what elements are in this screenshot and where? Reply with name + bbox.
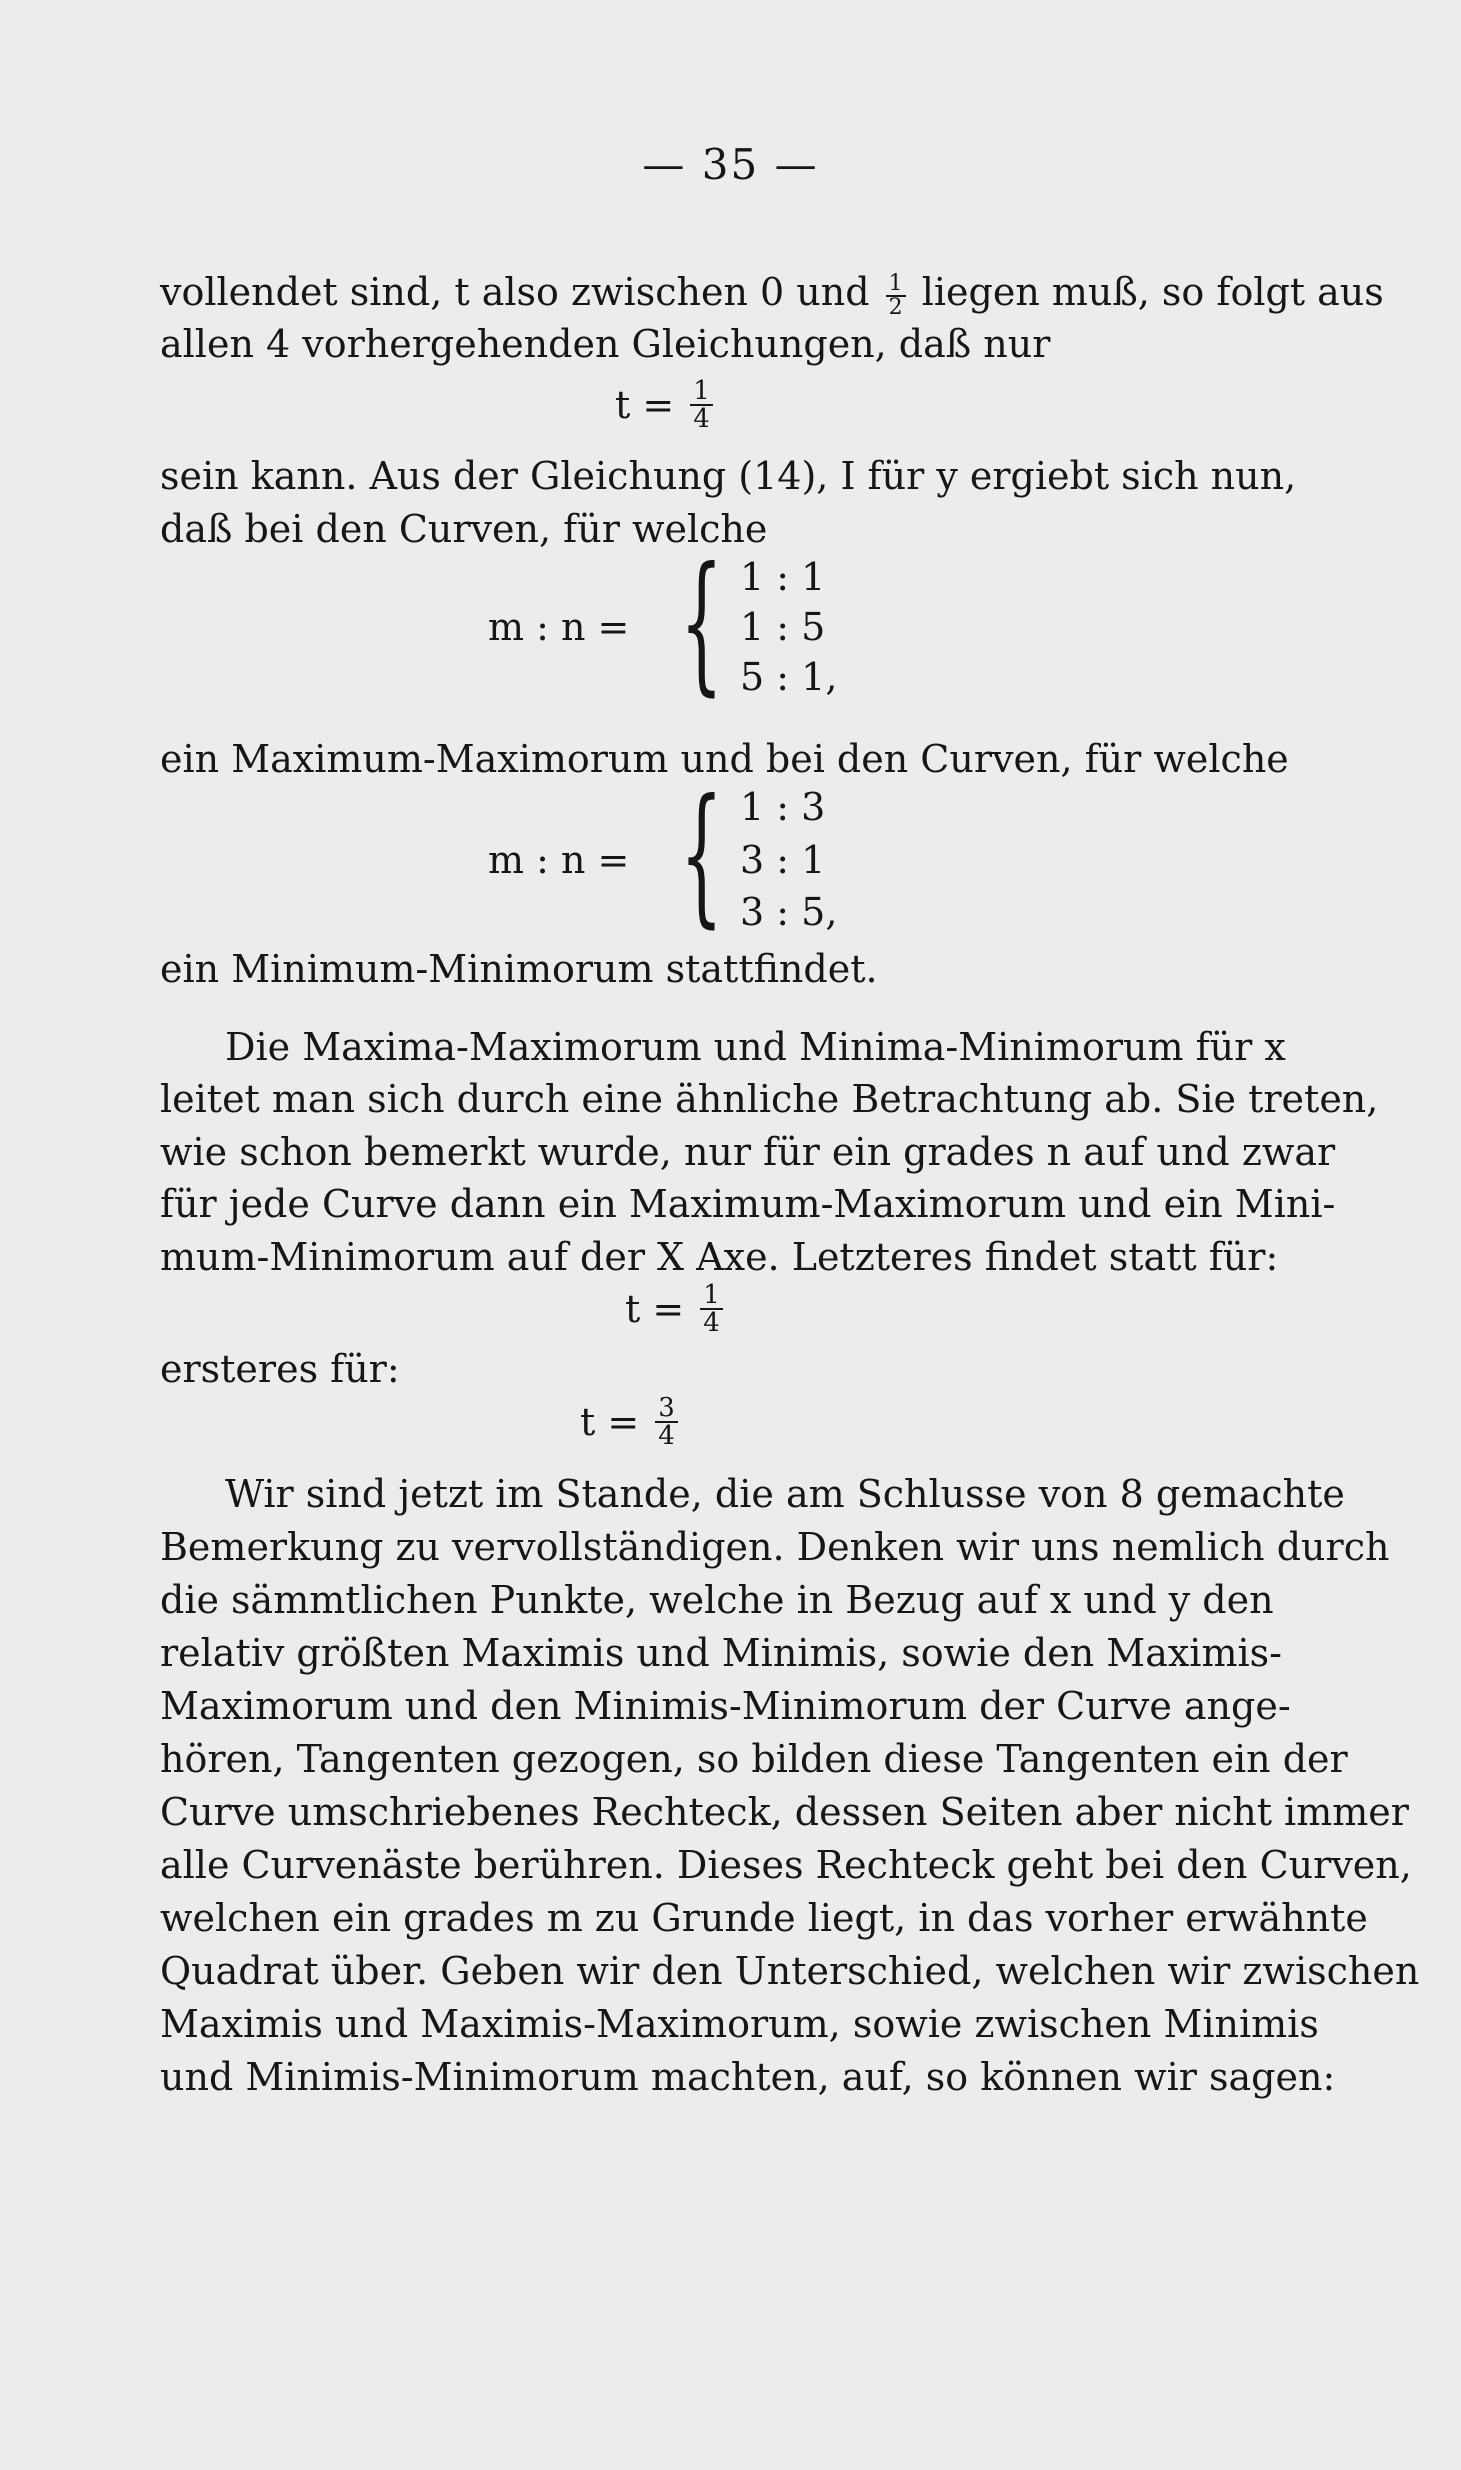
text-line: Maximis und Maximis-Maximorum, sowie zwischen Minimis [160, 2002, 1319, 2046]
text-line: allen 4 vorhergehenden Gleichungen, daß nur [160, 322, 1051, 366]
text-fragment: vollendet sind, t also zwischen 0 und [160, 270, 870, 314]
equation-t-three-quarters [580, 1395, 682, 1449]
fraction [655, 1395, 678, 1449]
text-line: ein Maximum-Maximorum und bei den Curven, für welche [160, 737, 1289, 781]
text-line: Curve umschriebenes Rechteck, dessen Seiten aber nicht immer [160, 1790, 1409, 1834]
text-line: Wir sind jetzt im Stande, die am Schlusse von 8 gemachte [225, 1472, 1345, 1516]
fraction [886, 270, 906, 320]
equation-t-quarter [625, 1282, 727, 1336]
text-line: leitet man sich durch eine ähnliche Betrachtung ab. Sie treten, [160, 1077, 1379, 1121]
ratio-lhs: m : n = [488, 838, 630, 882]
fraction-denominator: 4 [703, 1308, 720, 1338]
text-line: relativ größten Maximis und Minimis, sowie den Maximis- [160, 1631, 1282, 1675]
fraction-numerator: 3 [655, 1395, 678, 1423]
fraction-denominator: 4 [693, 404, 710, 434]
brace-symbol: { [680, 768, 723, 942]
ratio-row: 1 : 3 [740, 785, 826, 829]
text-fragment: liegen muß, so folgt aus [921, 270, 1384, 314]
fraction-numerator: 1 [690, 378, 713, 406]
text-line: für jede Curve dann ein Maximum-Maximorum und ein Mini- [160, 1182, 1336, 1226]
text-line: welchen ein grades m zu Grunde liegt, in das vorher erwähnte [160, 1896, 1368, 1940]
text-line: Quadrat über. Geben wir den Unterschied, welchen wir zwischen [160, 1949, 1420, 1993]
ratio-row: 1 : 1 [740, 555, 826, 599]
fraction [700, 1282, 723, 1336]
fraction-numerator: 1 [886, 273, 906, 297]
text-line: sein kann. Aus der Gleichung (14), I für y ergiebt sich nun, [160, 454, 1297, 498]
ratio-row: 3 : 1 [740, 838, 826, 882]
fraction [690, 378, 713, 432]
brace-symbol: { [680, 536, 723, 710]
text-line [160, 268, 1384, 320]
text-line: ein Minimum-Minimorum stattfindet. [160, 947, 878, 991]
fraction-denominator: 4 [658, 1421, 675, 1451]
text-line: mum-Minimorum auf der X Axe. Letzteres findet statt für: [160, 1235, 1279, 1279]
ratio-lhs: m : n = [488, 605, 630, 649]
text-line: alle Curvenäste berühren. Dieses Rechteck geht bei den Curven, [160, 1843, 1412, 1887]
text-line: Die Maxima-Maximorum und Minima-Minimorum für x [225, 1025, 1286, 1069]
equation-lhs: t = [615, 383, 675, 427]
text-line: ersteres für: [160, 1347, 400, 1391]
ratio-row: 3 : 5, [740, 890, 838, 934]
page-number: — 35 — [642, 140, 819, 189]
text-line: die sämmtlichen Punkte, welche in Bezug auf x und y den [160, 1578, 1274, 1622]
text-line: und Minimis-Minimorum machten, auf, so können wir sagen: [160, 2055, 1336, 2099]
text-line: wie schon bemerkt wurde, nur für ein grades n auf und zwar [160, 1130, 1336, 1174]
equation-t-quarter [615, 378, 717, 432]
text-line: hören, Tangenten gezogen, so bilden diese Tangenten ein der [160, 1737, 1348, 1781]
text-line: Bemerkung zu vervollständigen. Denken wir uns nemlich durch [160, 1525, 1390, 1569]
fraction-denominator: 2 [888, 294, 903, 320]
text-line: Maximorum und den Minimis-Minimorum der Curve ange- [160, 1684, 1291, 1728]
ratio-row: 5 : 1, [740, 655, 838, 699]
equation-lhs: t = [625, 1287, 685, 1331]
equation-lhs: t = [580, 1400, 640, 1444]
ratio-row: 1 : 5 [740, 605, 826, 649]
text-line: daß bei den Curven, für welche [160, 507, 768, 551]
fraction-numerator: 1 [700, 1282, 723, 1310]
